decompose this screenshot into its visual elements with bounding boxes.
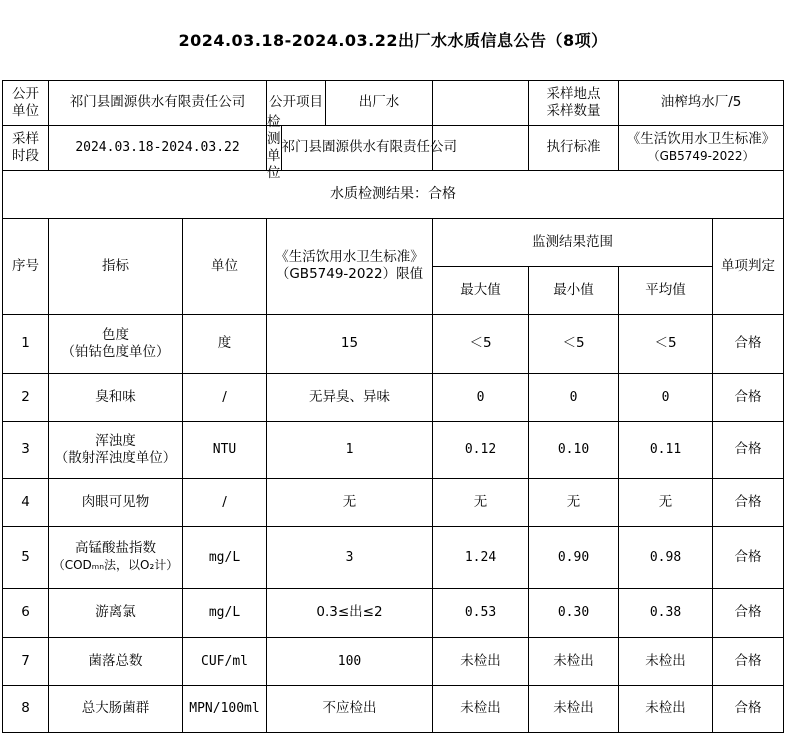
table-row (3, 526, 784, 588)
cell-limit: 无异臭、异味 (267, 373, 433, 421)
cell-unit: / (183, 373, 267, 421)
cell-unit: mg/L (183, 526, 267, 588)
cell-unit: CUF/ml (183, 637, 267, 685)
info-row-2 (3, 125, 784, 170)
cell-seq: 1 (3, 314, 49, 373)
cell-max: 未检出 (433, 685, 529, 732)
cell-indicator: 臭和味 (49, 373, 183, 421)
cell-max: 未检出 (433, 637, 529, 685)
value-testing-unit: 祁门县圊源供水有限责任公司 (281, 139, 457, 155)
cell-avg: 未检出 (619, 685, 713, 732)
label-testing-unit: 检测单位 (267, 113, 281, 181)
cell-limit: 100 (267, 637, 433, 685)
cell-min: 未检出 (529, 685, 619, 732)
cell-indicator: 高锰酸盐指数 （CODₘₙ法，以O₂计） (49, 526, 183, 588)
info-split-cell (267, 80, 433, 125)
cell-unit: MPN/100ml (183, 685, 267, 732)
cell-limit: 1 (267, 421, 433, 478)
cell-verdict: 合格 (713, 526, 784, 588)
cell-unit: 度 (183, 314, 267, 373)
value-publish-item-ext (433, 80, 529, 125)
label-sampling-period: 采样 时段 (3, 125, 49, 170)
cell-indicator: 色度 （铂钴色度单位） (49, 314, 183, 373)
cell-max: 0.12 (433, 421, 529, 478)
header-verdict: 单项判定 (713, 218, 784, 314)
cell-indicator: 游离氯 (49, 588, 183, 637)
cell-avg: 0 (619, 373, 713, 421)
cell-min: ＜5 (529, 314, 619, 373)
cell-avg: 未检出 (619, 637, 713, 685)
cell-min: 无 (529, 478, 619, 526)
value-sampling-site: 油榨坞水厂/5 (619, 80, 784, 125)
cell-min: 0.10 (529, 421, 619, 478)
label-publish-unit: 公开 单位 (3, 80, 49, 125)
cell-seq: 7 (3, 637, 49, 685)
value-sampling-period: 2024.03.18-2024.03.22 (49, 125, 267, 170)
label-publish-item: 公开项目 (267, 81, 326, 125)
header-unit: 单位 (183, 218, 267, 314)
table-row (3, 685, 784, 732)
table-row (3, 478, 784, 526)
header-avg: 平均值 (619, 266, 713, 314)
cell-min: 0 (529, 373, 619, 421)
cell-limit: 0.3≤出≤2 (267, 588, 433, 637)
cell-verdict: 合格 (713, 637, 784, 685)
table-row (3, 373, 784, 421)
header-indicator: 指标 (49, 218, 183, 314)
info-split-cell-2 (267, 113, 457, 181)
cell-verdict: 合格 (713, 421, 784, 478)
cell-avg: 0.11 (619, 421, 713, 478)
cell-unit: / (183, 478, 267, 526)
cell-limit: 不应检出 (267, 685, 433, 732)
header-seq: 序号 (3, 218, 49, 314)
cell-seq: 3 (3, 421, 49, 478)
cell-unit: mg/L (183, 588, 267, 637)
cell-seq: 5 (3, 526, 49, 588)
value-standard: 《生活饮用水卫生标准》 （GB5749-2022） (619, 125, 784, 170)
cell-verdict: 合格 (713, 314, 784, 373)
cell-seq: 2 (3, 373, 49, 421)
result-banner: 水质检测结果：合格 (3, 170, 784, 218)
cell-indicator: 总大肠菌群 (49, 685, 183, 732)
cell-seq: 4 (3, 478, 49, 526)
table-row (3, 588, 784, 637)
label-sampling-site: 采样地点 采样数量 (529, 80, 619, 125)
cell-avg: ＜5 (619, 314, 713, 373)
header-limit: 《生活饮用水卫生标准》 （GB5749-2022）限值 (267, 218, 433, 314)
cell-seq: 8 (3, 685, 49, 732)
cell-verdict: 合格 (713, 373, 784, 421)
value-publish-item: 出厂水 (358, 94, 400, 110)
cell-verdict: 合格 (713, 478, 784, 526)
cell-unit: NTU (183, 421, 267, 478)
header-max: 最大值 (433, 266, 529, 314)
cell-indicator: 浑浊度 （散射浑浊度单位） (49, 421, 183, 478)
cell-verdict: 合格 (713, 685, 784, 732)
value-publish-unit: 祁门县圊源供水有限责任公司 (49, 80, 267, 125)
header-row-1 (3, 218, 784, 266)
cell-avg: 0.98 (619, 526, 713, 588)
cell-verdict: 合格 (713, 588, 784, 637)
header-range: 监测结果范围 (433, 218, 713, 266)
cell-seq: 6 (3, 588, 49, 637)
cell-max: 0.53 (433, 588, 529, 637)
header-min: 最小值 (529, 266, 619, 314)
cell-limit: 15 (267, 314, 433, 373)
page-title: 2024.03.18-2024.03.22出厂水水质信息公告（8项） (3, 2, 784, 80)
cell-min: 0.30 (529, 588, 619, 637)
cell-avg: 0.38 (619, 588, 713, 637)
info-row-1 (3, 80, 784, 125)
cell-limit: 无 (267, 478, 433, 526)
cell-min: 0.90 (529, 526, 619, 588)
cell-max: 1.24 (433, 526, 529, 588)
table-row (3, 314, 784, 373)
cell-min: 未检出 (529, 637, 619, 685)
cell-max: 0 (433, 373, 529, 421)
table-row (3, 637, 784, 685)
water-quality-table (2, 2, 784, 733)
cell-max: ＜5 (433, 314, 529, 373)
label-standard: 执行标准 (529, 125, 619, 170)
cell-limit: 3 (267, 526, 433, 588)
cell-indicator: 菌落总数 (49, 637, 183, 685)
cell-avg: 无 (619, 478, 713, 526)
cell-max: 无 (433, 478, 529, 526)
table-row (3, 421, 784, 478)
cell-indicator: 肉眼可见物 (49, 478, 183, 526)
